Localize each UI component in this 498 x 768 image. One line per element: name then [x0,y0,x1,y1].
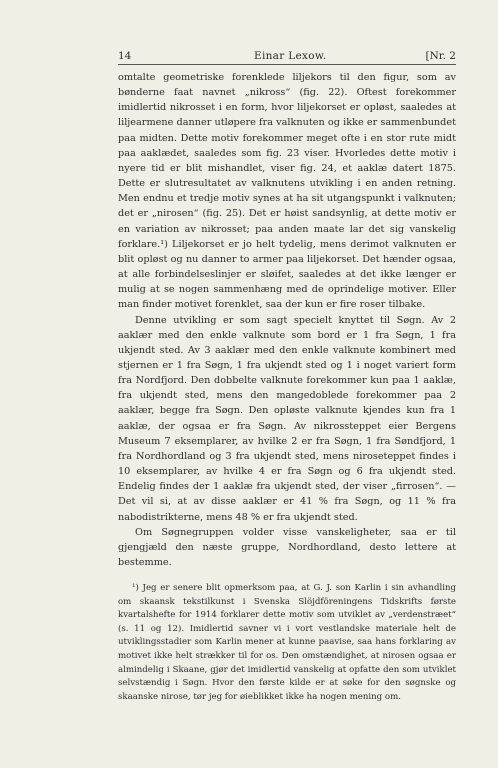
header-rule [118,64,456,65]
running-head-volume: [Nr. 2 [425,50,456,62]
body-text [118,70,456,570]
footnote-text: ¹) Jeg er senere blit opmerksom paa, at G. J. son Karlin i sin avhandling om skaansk tekstilkunst i Svenska Slöjdföreningens Tidskrifts første kvartalshefte for 1914 forklarer dette motiv som utviklet av „verdenstræet“ (s. 11 og 12). Imidlertid savner vi i vort vestlandske materiale helt de utviklingsstadier som Karlin mener at kunne paavise, saa hans forklaring av motivet ikke helt strækker til for os. Den omstændighet, at nirosen ogsaa er almindelig i Skaane, gjør det imidlertid vanskelig at opfatte den som utviklet selvstændig i Søgn. Hvor den første kilde er at søke for den søgnske og skaanske nirose, tør jeg for øieblikket ikke ha nogen mening om. [118,583,456,702]
page-number: 14 [118,50,132,62]
running-head-author: Einar Lexow. [254,50,327,62]
footnote [118,582,456,704]
paragraph-1: omtalte geometriske forenklede liljekors til den figur, som av bønderne faat navnet „nikross“ (fig. 22). Oftest forekommer imidlertid nikrosset i en form, hvor liljekorset er opløst, saaledes at liljearmene danner utløpere fra valknuten og ikke er sammenbundet paa midten. Dette motiv forekommer meget ofte i en stor rute midt paa aaklædet, saaledes som fig. 23 viser. Hvorledes dette motiv i nyere tid er blit mishandlet, viser fig. 24, et aaklæ datert 1875. Dette er slutresultatet av valknutens utvikling i en anden retning. Men endnu et tredje motiv synes at ha sit utgangspunkt i valknuten; det er „nirosen“ (fig. 25). Det er høist sandsynlig, at dette motiv er en variation av nikrosset; paa anden maate lar det sig vanskelig forklare.¹) Liljekorset er jo helt tydelig, mens derimot valknuten er blit opløst og nu danner to armer paa liljekorset. Det hænder ogsaa, at alle forbindelseslinjer er sløifet, saaledes at det ikke længer er mulig at se nogen sammenhæng med de oprindelige motiver. Eller man finder motivet forenklet, saa der kun er fire roser tilbake. [118,72,456,311]
paragraph-3: Om Søgnegruppen volder visse vanskeligheter, saa er til gjengjæld den næste gruppe, Nordhordland, desto lettere at bestemme. [118,526,456,568]
paragraph-2: Denne utvikling er som sagt specielt knyttet til Søgn. Av 2 aaklær med den enkle valknute som bord er 1 fra Søgn, 1 fra ukjendt sted. Av 3 aaklær med den enkle valknute kombinert med stjernen er 1 fra Søgn, 1 fra ukjendt sted og 1 i noget variert form fra Nordfjord. Den dobbelte valknute forekommer kun paa 1 aaklæ, fra ukjendt sted, mens den mangedoblede forekommer paa 2 aaklær, begge fra Søgn. Den opløste valknute kjendes kun fra 1 aaklæ, der ogsaa er fra Søgn. Av nikrossteppet eier Bergens Museum 7 eksemplarer, av hvilke 2 er fra Søgn, 1 fra Søndfjord, 1 fra Nordhordland og 3 fra ukjendt sted, mens niroseteppet findes i 10 eksemplarer, av hvilke 4 er fra Søgn og 6 fra ukjendt sted. Endelig findes der 1 aaklæ fra ukjendt sted, der viser „firrosen“. — Det vil si, at av disse aaklær er 41 % fra Søgn, og 11 % fra nabodistrikterne, mens 48 % er fra ukjendt sted. [118,314,456,523]
